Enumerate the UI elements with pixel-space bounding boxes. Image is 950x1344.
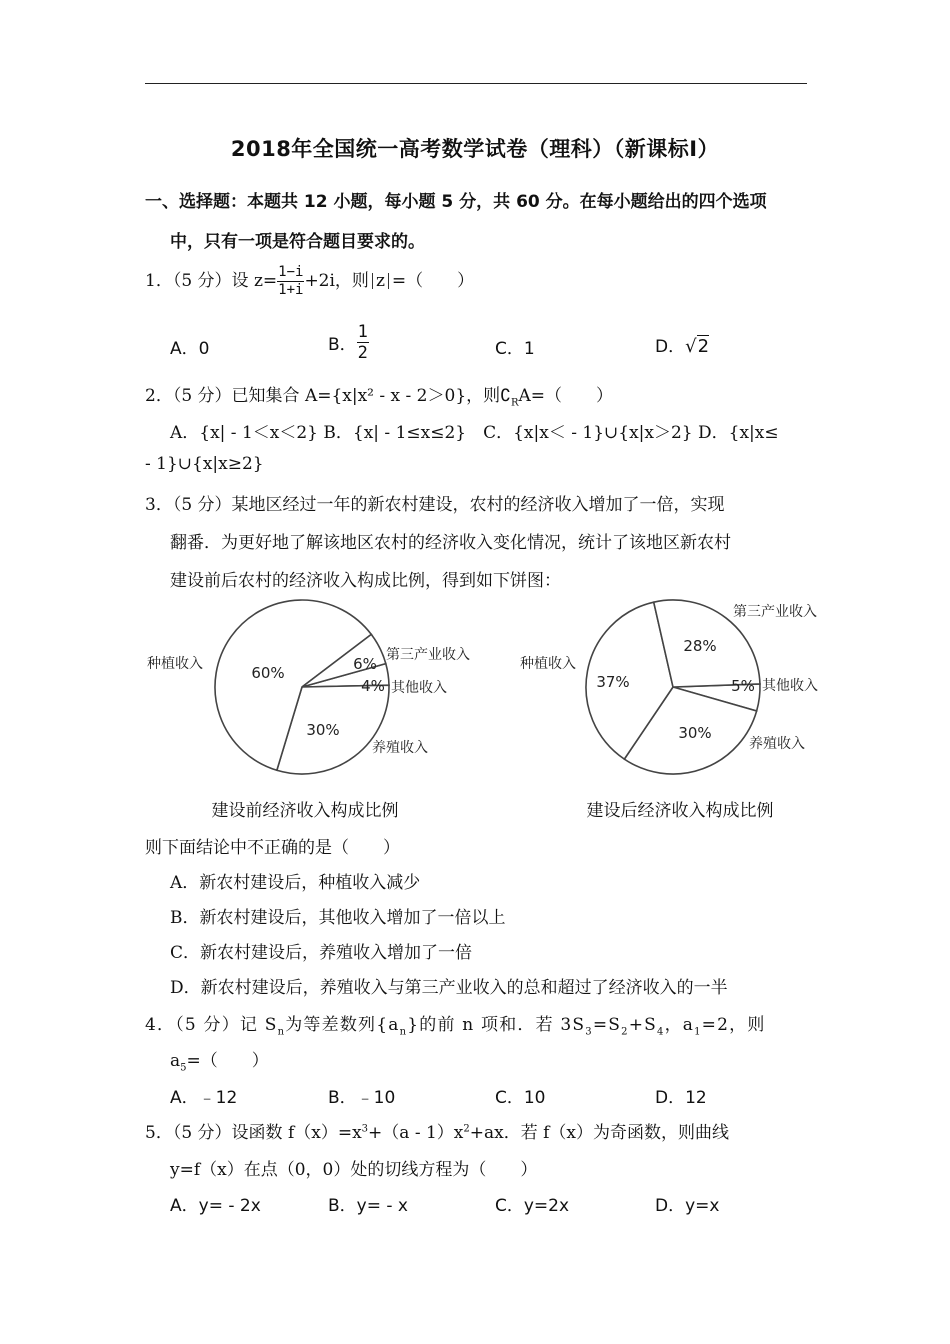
question-3-line3: 建设前后农村的经济收入构成比例，得到如下饼图： bbox=[170, 571, 561, 591]
q5-option-b: B．y= - x bbox=[328, 1196, 408, 1216]
section-heading-line2: 中，只有一项是符合题目要求的。 bbox=[170, 232, 425, 252]
value-label: 4% bbox=[361, 677, 385, 695]
value-label: 30% bbox=[678, 724, 712, 742]
category-label: 其他收入 bbox=[391, 680, 447, 696]
value-label: 28% bbox=[683, 637, 717, 655]
question-3-line2: 翻番．为更好地了解该地区农村的经济收入变化情况，统计了该地区新农村 bbox=[170, 533, 731, 553]
q3-option-b: B．新农村建设后，其他收入增加了一倍以上 bbox=[170, 908, 506, 928]
q2-options-line2: - 1}∪{x|x≥2} bbox=[145, 454, 264, 474]
q5-option-d: D．y=x bbox=[655, 1196, 720, 1216]
q2-options-line1: A．{x| - 1＜x＜2} B．{x| - 1≤x≤2} C．{x|x＜ - 1}∪{x|x＞2} D．{x|x≤ bbox=[170, 423, 779, 443]
question-4-line2: $a_5=$（ ） bbox=[170, 1051, 269, 1074]
value-label: 5% bbox=[731, 677, 755, 695]
q1-option-d: D．√2 bbox=[655, 336, 710, 357]
q3-option-a: A．新农村建设后，种植收入减少 bbox=[170, 873, 421, 893]
q1-option-b: B． $\frac{1}{2}$ bbox=[328, 322, 368, 363]
chart-title: 建设前经济收入构成比例 bbox=[211, 801, 399, 821]
category-label: 养殖收入 bbox=[372, 740, 428, 756]
q5-option-a: A．y= - 2x bbox=[170, 1196, 261, 1216]
q1-option-c: C．1 bbox=[495, 339, 535, 359]
question-1-stem: 1．（5 分）设 z= $\frac{1-i}{1+i}$ +2i，则 z =（ ） bbox=[145, 264, 475, 298]
question-2-stem: 2．（5 分）已知集合 A={x|x² - x - 2＞0}，则$∁_RA=$（ ） bbox=[145, 386, 614, 409]
q4-option-b: B．﹣10 bbox=[328, 1088, 396, 1108]
category-label: 种植收入 bbox=[147, 656, 203, 672]
category-label: 第三产业收入 bbox=[386, 647, 470, 663]
pie-charts bbox=[140, 596, 840, 826]
q4-option-d: D．12 bbox=[655, 1088, 707, 1108]
q5-option-c: C．y=2x bbox=[495, 1196, 570, 1216]
question-4-line1: 4．（5 分）记 $S_n$为等差数列$\{a_n\}$的前 n 项和．若 $3S_3=S_2+S_4$，$a_1=2$，则 bbox=[145, 1015, 766, 1038]
q1-option-a: A．0 bbox=[170, 339, 210, 359]
category-label: 其他收入 bbox=[762, 678, 818, 694]
chart-title: 建设后经济收入构成比例 bbox=[586, 801, 774, 821]
category-label: 种植收入 bbox=[520, 656, 576, 672]
pie-chart-before bbox=[147, 600, 470, 821]
fraction: $\frac{1-i}{1+i}$ bbox=[278, 264, 304, 298]
question-3-line1: 3．（5 分）某地区经过一年的新农村建设，农村的经济收入增加了一倍，实现 bbox=[145, 495, 725, 515]
question-3-prompt: 则下面结论中不正确的是（ ） bbox=[145, 838, 400, 858]
q3-option-c: C．新农村建设后，养殖收入增加了一倍 bbox=[170, 943, 473, 963]
value-label: 60% bbox=[251, 664, 285, 682]
category-label: 第三产业收入 bbox=[733, 604, 817, 620]
category-label: 养殖收入 bbox=[749, 736, 805, 752]
question-5-line1: 5．（5 分）设函数 $f(x)=x^3+(a - 1)x^2+ax$．若 f（x）为奇函数，则曲线 bbox=[145, 1123, 729, 1143]
page-title: 2018年全国统一高考数学试卷（理科）（新课标Ⅰ） bbox=[230, 137, 720, 161]
question-5-line2: y=f（x）在点（0，0）处的切线方程为（ ） bbox=[170, 1160, 538, 1180]
section-heading-line1: 一、选择题：本题共 12 小题，每小题 5 分，共 60 分。在每小题给出的四个选项 bbox=[145, 192, 767, 212]
value-label: 37% bbox=[596, 673, 630, 691]
value-label: 30% bbox=[306, 721, 340, 739]
q4-option-c: C．10 bbox=[495, 1088, 546, 1108]
q4-option-a: A．﹣12 bbox=[170, 1088, 238, 1108]
value-label: 6% bbox=[353, 655, 377, 673]
pie-chart-after bbox=[520, 600, 818, 821]
q3-option-d: D．新农村建设后，养殖收入与第三产业收入的总和超过了经济收入的一半 bbox=[170, 978, 728, 998]
top-rule bbox=[145, 83, 807, 84]
